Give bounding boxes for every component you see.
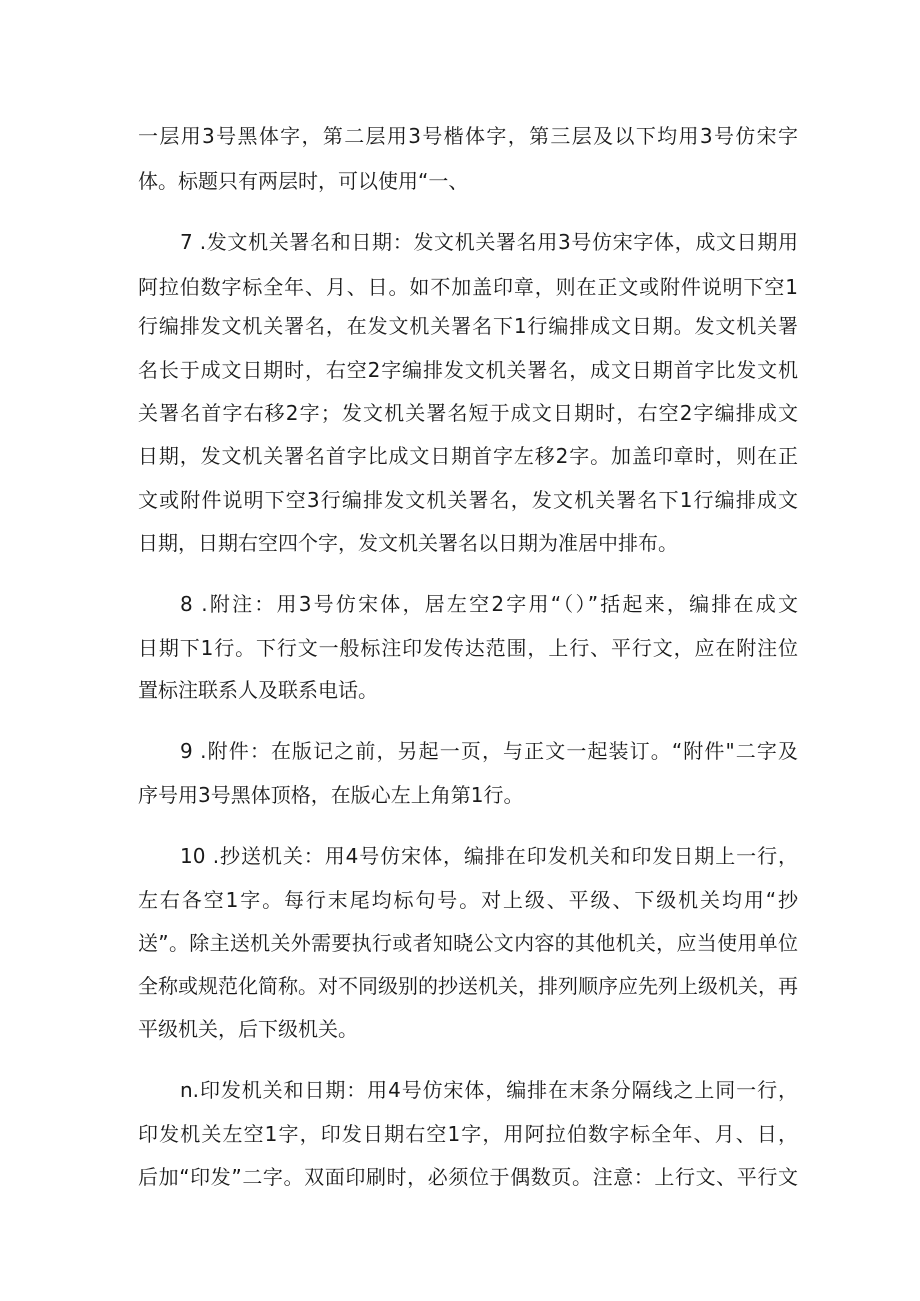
text-line: 日期下1行。下行文一般标注印发传达范围，上行、平行文，应在附注位 — [138, 636, 798, 660]
text-line: 阿拉伯数字标全年、月、日。如不加盖印章，则在正文或附件说明下空1 — [138, 275, 798, 299]
text-line: 一层用3号黑体字，第二层用3号楷体字，第三层及以下均用3号仿宋字 — [138, 124, 798, 148]
text-line: 10 .抄送机关：用4号仿宋体，编排在印发机关和印发日期上一行， — [180, 844, 798, 868]
text-line: 8 .附注：用3号仿宋体，居左空2字用“（）”括起来，编排在成文 — [180, 592, 798, 616]
text-line: 日期，日期右空四个字，发文机关署名以日期为准居中排布。 — [138, 531, 678, 555]
text-line: 置标注联系人及联系电话。 — [138, 678, 378, 702]
text-line: 印发机关左空1字，印发日期右空1字，用阿拉伯数字标全年、月、日， — [138, 1122, 798, 1146]
text-line: 后加“印发”二字。双面印刷时，必须位于偶数页。注意：上行文、平行文 — [138, 1165, 798, 1189]
text-line: 体。标题只有两层时，可以使用“一、 — [138, 169, 469, 193]
text-line: 序号用3号黑体顶格，在版心左上角第1行。 — [138, 783, 524, 807]
text-line: 关署名首字右移2字；发文机关署名短于成文日期时，右空2字编排成文 — [138, 401, 798, 425]
text-line: 文或附件说明下空3行编排发文机关署名，发文机关署名下1行编排成文 — [138, 488, 798, 512]
text-line: 行编排发文机关署名，在发文机关署名下1行编排成文日期。发文机关署 — [138, 314, 798, 338]
text-line: 名长于成文日期时，右空2字编排发文机关署名，成文日期首字比发文机 — [138, 358, 798, 382]
text-line: 送”。除主送机关外需要执行或者知晓公文内容的其他机关，应当使用单位 — [138, 931, 798, 955]
text-line: n.印发机关和日期：用4号仿宋体，编排在末条分隔线之上同一行， — [180, 1078, 798, 1102]
text-line: 日期，发文机关署名首字比成文日期首字左移2字。加盖印章时，则在正 — [138, 444, 798, 468]
text-line: 平级机关，后下级机关。 — [138, 1017, 358, 1041]
text-line: 全称或规范化简称。对不同级别的抄送机关，排列顺序应先列上级机关，再 — [138, 974, 798, 998]
text-line: 9 .附件：在版记之前，另起一页，与正文一起装订。“附件"二字及 — [180, 739, 798, 763]
text-line: 左右各空1字。每行末尾均标句号。对上级、平级、下级机关均用“抄 — [138, 888, 798, 912]
text-line: 7 .发文机关署名和日期：发文机关署名用3号仿宋字体，成文日期用 — [180, 230, 798, 254]
